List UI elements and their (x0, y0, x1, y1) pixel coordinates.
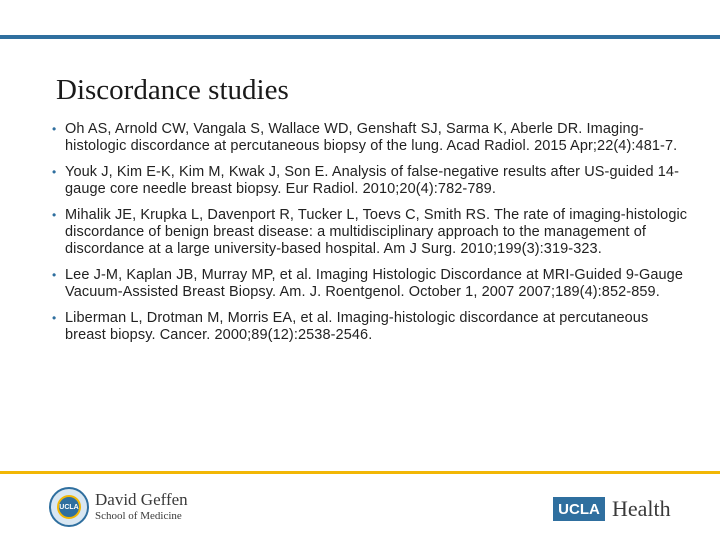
list-item (52, 310, 692, 344)
reference-text: Liberman L, Drotman M, Morris EA, et al. Imaging-histologic discordance at percutaneous breast biopsy. Cancer. 2000;89(12):2538-2546. (65, 310, 649, 343)
bullet-icon: • (52, 311, 57, 325)
bullet-icon: • (52, 122, 57, 136)
school-name: David Geffen (95, 490, 188, 509)
reference-text: Youk J, Kim E-K, Kim M, Kwak J, Son E. Analysis of false-negative results after US-guided 14-gauge core needle breast biopsy. Eur Radiol. 2010;20(4):782-789. (65, 164, 679, 197)
reference-text: Mihalik JE, Krupka L, Davenport R, Tucker L, Toevs C, Smith RS. The rate of imaging-histologic discordance of benign breast disease: a multidisciplinary approach to the management of discordance at a large university-based hospital. Am J Surg. 2010;199(3):319-323. (65, 207, 688, 257)
school-subtitle: School of Medicine (95, 510, 182, 522)
list-item (52, 267, 692, 301)
list-item (52, 121, 692, 155)
list-item (52, 207, 692, 258)
university-seal-icon (49, 487, 89, 527)
ucla-logo-box: UCLA (553, 497, 605, 521)
footer-divider (0, 471, 720, 474)
reference-list (52, 121, 692, 353)
bullet-icon: • (52, 165, 57, 179)
school-logo (95, 491, 188, 522)
bullet-icon: • (52, 208, 57, 222)
seal-text: UCLA (59, 503, 79, 511)
bullet-icon: • (52, 268, 57, 282)
top-divider (0, 35, 720, 39)
reference-text: Oh AS, Arnold CW, Vangala S, Wallace WD, Genshaft SJ, Sarma K, Aberle DR. Imaging-histologic discordance at percutaneous biopsy of the lung. Acad Radiol. 2015 Apr;22(4):481-7. (65, 121, 678, 154)
health-wordmark: Health (612, 496, 671, 521)
reference-text: Lee J-M, Kaplan JB, Murray MP, et al. Imaging Histologic Discordance at MRI-Guided 9-Gauge Vacuum-Assisted Breast Biopsy. Am. J. Roentgenol. October 1, 2007 2007;189(4):852-859. (65, 267, 683, 300)
list-item (52, 164, 692, 198)
page-title: Discordance studies (56, 74, 289, 106)
